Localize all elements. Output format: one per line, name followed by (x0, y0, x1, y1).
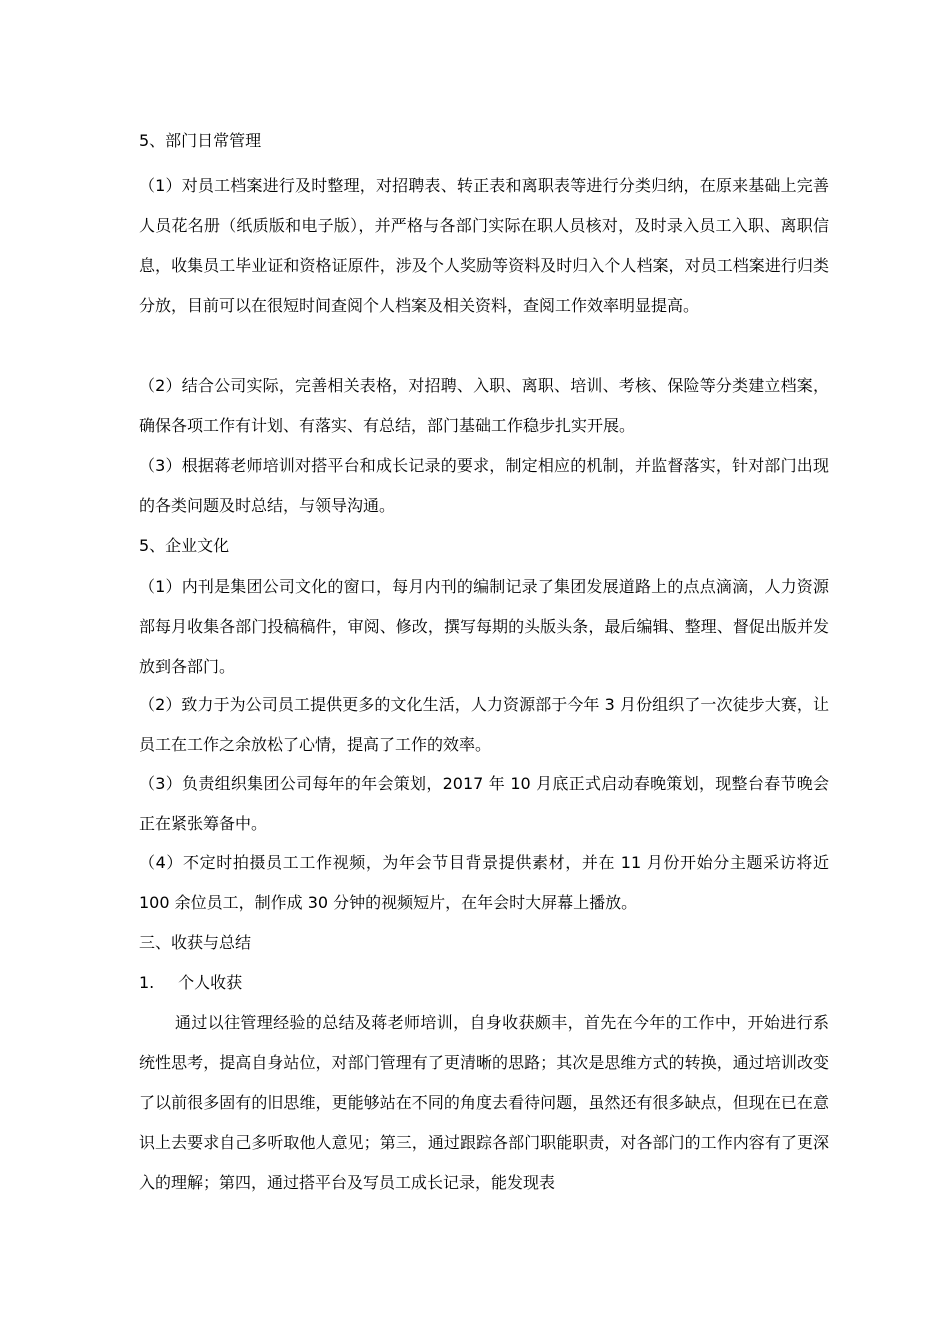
paragraph-dept-item-1: （1）对员工档案进行及时整理，对招聘表、转正表和离职表等进行分类归纳，在原来基础上完善人员花名册（纸质版和电子版），并严格与各部门实际在职人员核对，及时录入员工入职、离职信息，收集员工毕业证和资格证原件，涉及个人奖励等资料及时归入个人档案，对员工档案进行归类分放，目前可以在很短时间查阅个人档案及相关资料，查阅工作效率明显提高。 (139, 176, 829, 315)
section-heading-summary: 三、收获与总结 (139, 933, 252, 952)
paragraph-culture-item-1: （1）内刊是集团公司文化的窗口，每月内刊的编制记录了集团发展道路上的点点滴滴，人力资源部每月收集各部门投稿稿件，审阅、修改，撰写每期的头版头条，最后编辑、整理、督促出版并发放到各部门。 (139, 577, 829, 676)
paragraph-personal-gains: 通过以往管理经验的总结及蒋老师培训，自身收获颇丰，首先在今年的工作中，开始进行系统性思考，提高自身站位，对部门管理有了更清晰的思路；其次是思维方式的转换，通过培训改变了以前很多固有的旧思维，更能够站在不同的角度去看待问题，虽然还有很多缺点，但现在已在意识上去要求自己多听取他人意见；第三，通过跟踪各部门职能职责，对各部门的工作内容有了更深入的理解；第四，通过搭平台及写员工成长记录，能发现表 (139, 1013, 829, 1192)
paragraph-dept-item-2: （2）结合公司实际，完善相关表格，对招聘、入职、离职、培训、考核、保险等分类建立档案，确保各项工作有计划、有落实、有总结，部门基础工作稳步扎实开展。 (139, 376, 829, 435)
subsection-title: 个人收获 (178, 973, 243, 992)
paragraph-dept-item-3: （3）根据蒋老师培训对搭平台和成长记录的要求，制定相应的机制，并监督落实，针对部门出现的各类问题及时总结，与领导沟通。 (139, 456, 829, 515)
paragraph-culture-item-2: （2）致力于为公司员工提供更多的文化生活，人力资源部于今年 3 月份组织了一次徒步大赛，让员工在工作之余放松了心情，提高了工作的效率。 (139, 695, 829, 754)
section-heading-culture: 5、企业文化 (139, 536, 230, 555)
section-heading-dept-management: 5、部门日常管理 (139, 131, 262, 150)
paragraph-culture-item-4: （4）不定时拍摄员工工作视频，为年会节目背景提供素材，并在 11 月份开始分主题采访将近 100 余位员工，制作成 30 分钟的视频短片，在年会时大屏幕上播放。 (139, 853, 829, 912)
paragraph-culture-item-3: （3）负责组织集团公司每年的年会策划，2017 年 10 月底正式启动春晚策划，现整台春节晚会正在紧张筹备中。 (139, 774, 829, 833)
subsection-heading-personal (139, 973, 242, 993)
subsection-number: 1. (139, 973, 155, 992)
